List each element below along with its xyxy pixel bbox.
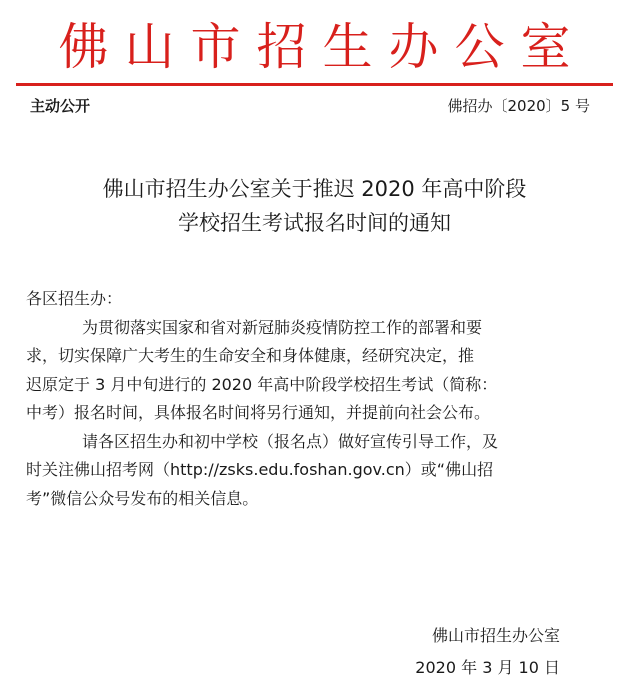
document-number: 佛招办〔2020〕5 号 bbox=[447, 97, 590, 115]
paragraph-line: 中考）报名时间，具体报名时间将另行通知，并提前向社会公布。 bbox=[26, 403, 491, 422]
notice-title bbox=[0, 172, 629, 240]
signature-block bbox=[0, 620, 560, 684]
paragraph-line: 迟原定于 3 月中旬进行的 2020 年高中阶段学校招生考试（简称： bbox=[26, 374, 498, 394]
title-line: 佛山市招生办公室关于推迟 2020 年高中阶段 bbox=[102, 177, 527, 201]
notice-body bbox=[26, 285, 592, 513]
signature-org: 佛山市招生办公室 bbox=[431, 626, 560, 645]
signature-date: 2020 年 3 月 10 日 bbox=[415, 658, 560, 677]
paragraph-line: 考”微信公众号发布的相关信息。 bbox=[26, 488, 259, 508]
red-divider-line bbox=[16, 83, 613, 86]
title-line: 学校招生考试报名时间的通知 bbox=[178, 211, 451, 235]
paragraph-line: 请各区招生办和初中学校（报名点）做好宣传引导工作，及 bbox=[82, 431, 499, 451]
paragraph-line: 为贯彻落实国家和省对新冠肺炎疫情防控工作的部署和要 bbox=[82, 317, 483, 337]
salutation: 各区招生办： bbox=[26, 289, 123, 308]
agency-masthead: 佛山市招生办公室 bbox=[58, 18, 587, 76]
paragraph-line: 求，切实保障广大考生的生命安全和身体健康，经研究决定，推 bbox=[26, 346, 475, 365]
paragraph-line: 时关注佛山招考网（http://zsks.edu.foshan.gov.cn）或“佛山招 bbox=[26, 460, 494, 479]
document-meta-row bbox=[30, 94, 590, 118]
disclosure-label: 主动公开 bbox=[30, 97, 91, 115]
